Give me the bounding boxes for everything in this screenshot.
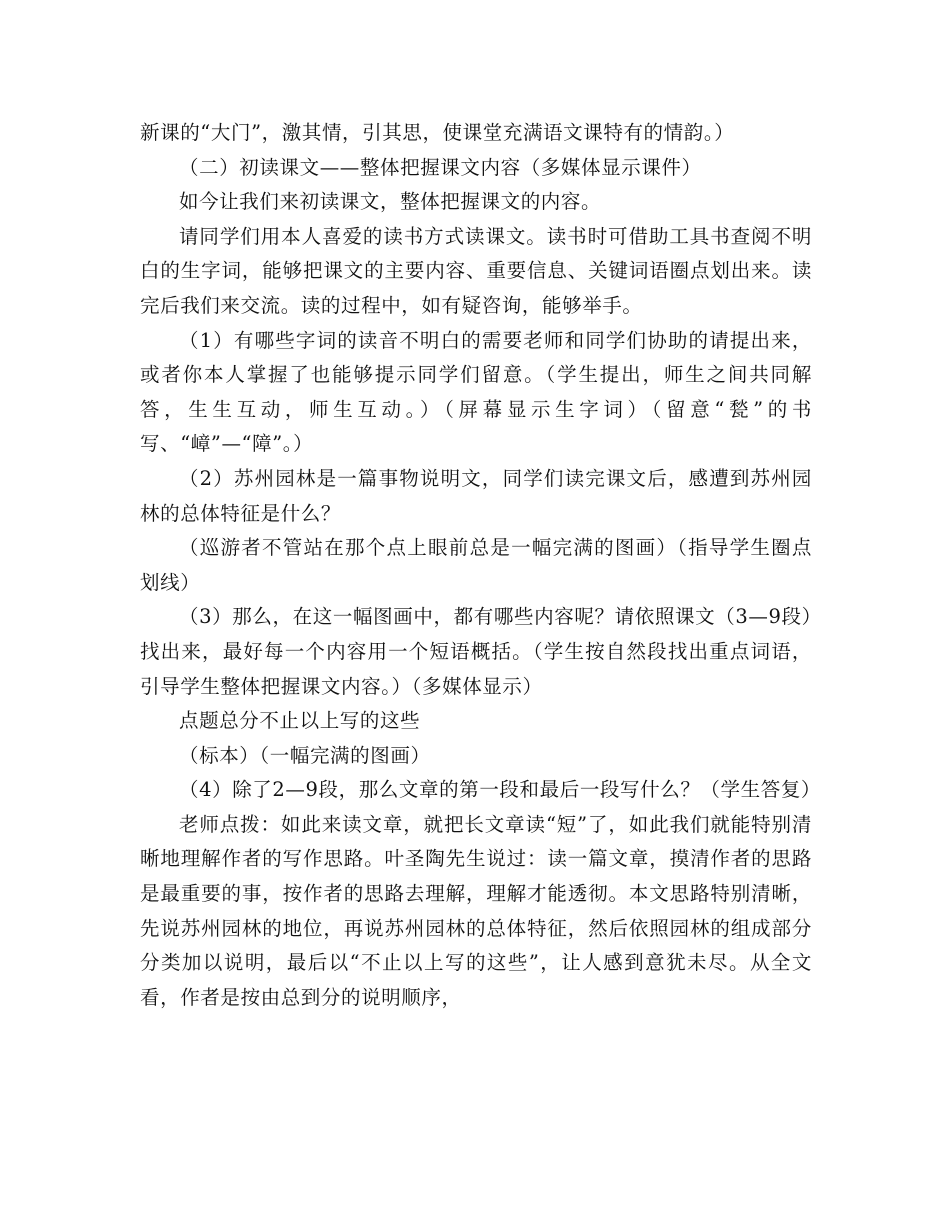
- paragraph-answer-2: （巡游者不管站在那个点上眼前总是一幅完满的图画）（指导学生圈点划线）: [140, 536, 812, 594]
- paragraph-reading-instructions: 请同学们用本人喜爱的读书方式读课文。读书时可借助工具书查阅不明白的生字词，能够把课文的主要内容、重要信息、关键词语圈点划出来。读完后我们来交流。读的过程中，如有疑咨询，能够举手。: [140, 224, 812, 317]
- section-heading: （二）初读课文——整体把握课文内容（多媒体显示课件）: [179, 155, 702, 179]
- document-body: [140, 116, 822, 1015]
- paragraph-intro: 如今让我们来初读课文，整体把握课文的内容。: [179, 190, 602, 214]
- paragraph-question-2: （2）苏州园林是一篇事物说明文，同学们读完课文后，感遭到苏州园林的总体特征是什么？: [140, 466, 812, 525]
- paragraph-question-3: （3）那么，在这一幅图画中，都有哪些内容呢？请依照课文（3—9段）找出来，最好每一个内容用一个短语概括。（学生按自然段找出重点词语，引导学生整体把握课文内容。）（多媒体显示）: [140, 605, 812, 698]
- paragraph-question-4: （4）除了2—9段，那么文章的第一段和最后一段写什么？（学生答复）: [179, 778, 822, 802]
- paragraph-outline-line-2: （标本）（一幅完满的图画）: [179, 743, 431, 767]
- paragraph-outline-line-1: 点题总分不止以上写的这些: [179, 709, 421, 733]
- paragraph-teacher-guidance: 老师点拨：如此来读文章，就把长文章读“短”了，如此我们就能特别清晰地理解作者的写作思路。叶圣陶先生说过：读一篇文章，摸清作者的思路是最重要的事，按作者的思路去理解，理解才能透彻。本文思路特别清晰，先说苏州园林的地位，再说苏州园林的总体特征，然后依照园林的组成部分分类加以说明，最后以“不止以上写的这些”，让人感到意犹未尽。从全文看，作者是按由总到分的说明顺序，: [140, 812, 812, 1009]
- paragraph-continuation: 新课的“大门”，激其情，引其思，使课堂充满语文课特有的情韵。）: [140, 121, 735, 144]
- paragraph-question-1: （1）有哪些字词的读音不明白的需要老师和同学们协助的请提出来，或者你本人掌握了也能够提示同学们留意。（学生提出，师生之间共同解答，生生互动，师生互动。）（屏幕显示生字词）（留意“甃”的书写、“嶂”—“障”。）: [140, 328, 812, 456]
